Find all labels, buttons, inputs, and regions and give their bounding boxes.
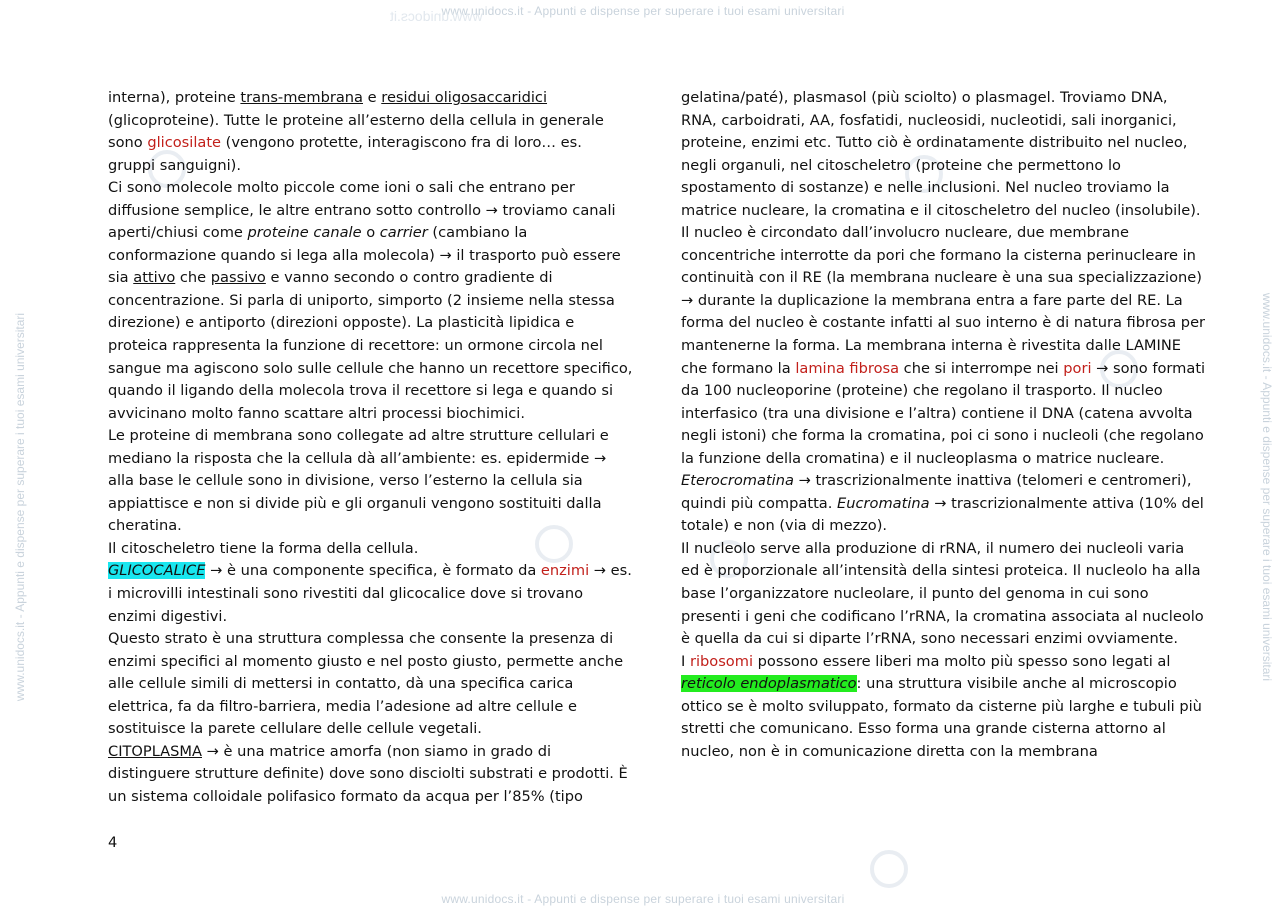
heading-citoplasma: CITOPLASMA bbox=[108, 742, 202, 760]
keyword-reticolo-endoplasmatico: reticolo endoplasmatico bbox=[681, 675, 857, 693]
paragraph-transport: Ci sono molecole molto piccole come ioni o sali che entrano per diffusione semplice, le altre entrano sotto controllo → troviamo canali aperti/chiusi come proteine canale o carrier (cambiano la conformazione quando si lega alla molecola) → il trasporto può essere sia attivo che passivo e vanno secondo o contro gradiente di concentrazione. Si parla di uniporto, simporto (2 insieme nella stessa direzione) e antiporto (direzioni opposte). La plasticità lipidica e proteica rappresenta la funzione di recettore: un ormone circola nel sangue ma agiscono solo sulle cellule che hanno un recettore specifico, quando il ligando della molecola trova il recettore si lega e quando si avvicinano molto fanno scattare altri processi biochimici. bbox=[108, 179, 633, 422]
watermark-mirror: www.unidocs.it bbox=[390, 8, 483, 24]
keyword-pori: pori bbox=[1063, 359, 1092, 377]
paragraph-chromatin: Eterocromatina → trascrizionalmente inattiva (telomeri e centromeri), quindi più compatta. Eucromatina → trascrizionalmente attiva (10% del totale) e non (via di mezzo). bbox=[681, 472, 1204, 535]
paragraph-citoplasma: CITOPLASMA → è una matrice amorfa (non siamo in grado di distinguere strutture definite) dove sono disciolti substrati e prodotti. È un sistema colloidale polifasico formato da acqua per l’85% (tipo bbox=[108, 742, 628, 805]
keyword-lamina-fibrosa: lamina fibrosa bbox=[795, 359, 900, 377]
paragraph-membrane-structures: Le proteine di membrana sono collegate ad altre strutture cellulari e mediano la risposta che la cellula dà all’ambiente: es. epidermide → alla base le cellule sono in divisione, verso l’esterno la cellula sia appiattisce e non si divide più e gli organuli vengono sostituiti dalla cheratina. bbox=[108, 427, 609, 535]
right-column bbox=[681, 87, 1206, 763]
watermark-logo-icon bbox=[870, 850, 908, 888]
page-number: 4 bbox=[108, 834, 118, 851]
heading-glicocalice: GLICOCALICE bbox=[108, 562, 206, 580]
watermark-side-right: www.unidocs.it - Appunti e dispense per superare i tuoi esami universitari bbox=[1260, 292, 1274, 682]
watermark-bottom: www.unidocs.it - Appunti e dispense per superare i tuoi esami universitari bbox=[441, 892, 845, 906]
paragraph-layer: Questo strato è una struttura complessa che consente la presenza di enzimi specifici al momento giusto e nel posto giusto, permette anche alle cellule simili di mettersi in contatto, dà una specifica carica elettrica, fa da filtro-barriera, media l’adesione ad altre cellule e sostituisce la parete cellulare delle cellule vegetali. bbox=[108, 630, 624, 738]
keyword-ribosomi: ribosomi bbox=[689, 652, 754, 670]
paragraph-ribosomes: I ribosomi possono essere liberi ma molto più spesso sono legati al reticolo endoplasmatico: una struttura visibile anche al microscopio ottico se è molto sviluppato, formato da cisterne più larghe e tubuli più stretti che comunicano. Esso forma una grande cisterna attorno al nucleo, non è in comunicazione diretta con la membrana bbox=[681, 652, 1202, 760]
paragraph-nucleus: gelatina/paté), plasmasol (più sciolto) o plasmagel. Troviamo DNA, RNA, carboidrati, AA, fosfatidi, nucleosidi, nucleotidi, sali inorganici, proteine, enzimi etc. Tutto ciò è ordinatamente distribuito nel nucleo, negli organuli, nel citoscheletro (proteine che permettono lo spostamento di sostanze) e nelle inclusioni. Nel nucleo troviamo la matrice nucleare, la cromatina e il citoscheletro del nucleo (insolubile). Il nucleo è circondato dall’involucro nucleare, due membrane concentriche interrotte da pori che formano la cisterna perinucleare in continuità con il RE (la membrana nucleare è una sua specializzazione) → durante la duplicazione la membrana entra a fare parte del RE. La forma del nucleo è costante infatti al suo interno è di natura fibrosa per mantenerne la forma. La membrana interna è rivestita dalle LAMINE che formano la lamina fibrosa che si interrompe nei pori → sono formati da 100 nucleoporine (proteine) che regolano il trasporto. Il nucleo interfasico (tra una divisione e l’altra) contiene il DNA (catena avvolta negli istoni) che forma la cromatina, poi ci sono i nucleoli (che regolano la funzione della cromatina) e il nucleoplasma o matrice nucleare. bbox=[681, 89, 1206, 467]
paragraph-glicocalice: GLICOCALICE → è una componente specifica, è formato da enzimi → es. i microvilli intestinali sono rivestiti dal glicocalice dove si trovano enzimi digestivi. bbox=[108, 562, 632, 625]
watermark-side-left: www.unidocs.it - Appunti e dispense per superare i tuoi esami universitari bbox=[13, 312, 27, 702]
keyword-enzimi: enzimi bbox=[540, 562, 590, 580]
paragraph-membrane-proteins: interna), proteine trans-membrana e residui oligosaccaridici (glicoproteine). Tutte le proteine all’esterno della cellula in generale sono glicosilate (vengono protette, interagiscono fra di loro… es. gruppi sanguigni). bbox=[108, 89, 604, 174]
keyword-glicosilate: glicosilate bbox=[147, 134, 222, 152]
paragraph-nucleolus: Il nucleolo serve alla produzione di rRNA, il numero dei nucleoli varia ed è proporzionale all’intensità della sintesi proteica. Il nucleolo ha alla base l’organizzatore nucleolare, il punto del genoma in cui sono presenti i geni che codificano l’rRNA, la cromatina associata al nucleolo è quella da cui si diparte l’rRNA, sono necessari enzimi ovviamente. bbox=[681, 539, 1204, 648]
watermark-top: www.unidocs.it - Appunti e dispense per superare i tuoi esami universitari bbox=[441, 4, 845, 18]
left-column bbox=[108, 87, 633, 809]
paragraph-cytoskeleton: Il citoscheletro tiene la forma della cellula. bbox=[108, 539, 419, 557]
